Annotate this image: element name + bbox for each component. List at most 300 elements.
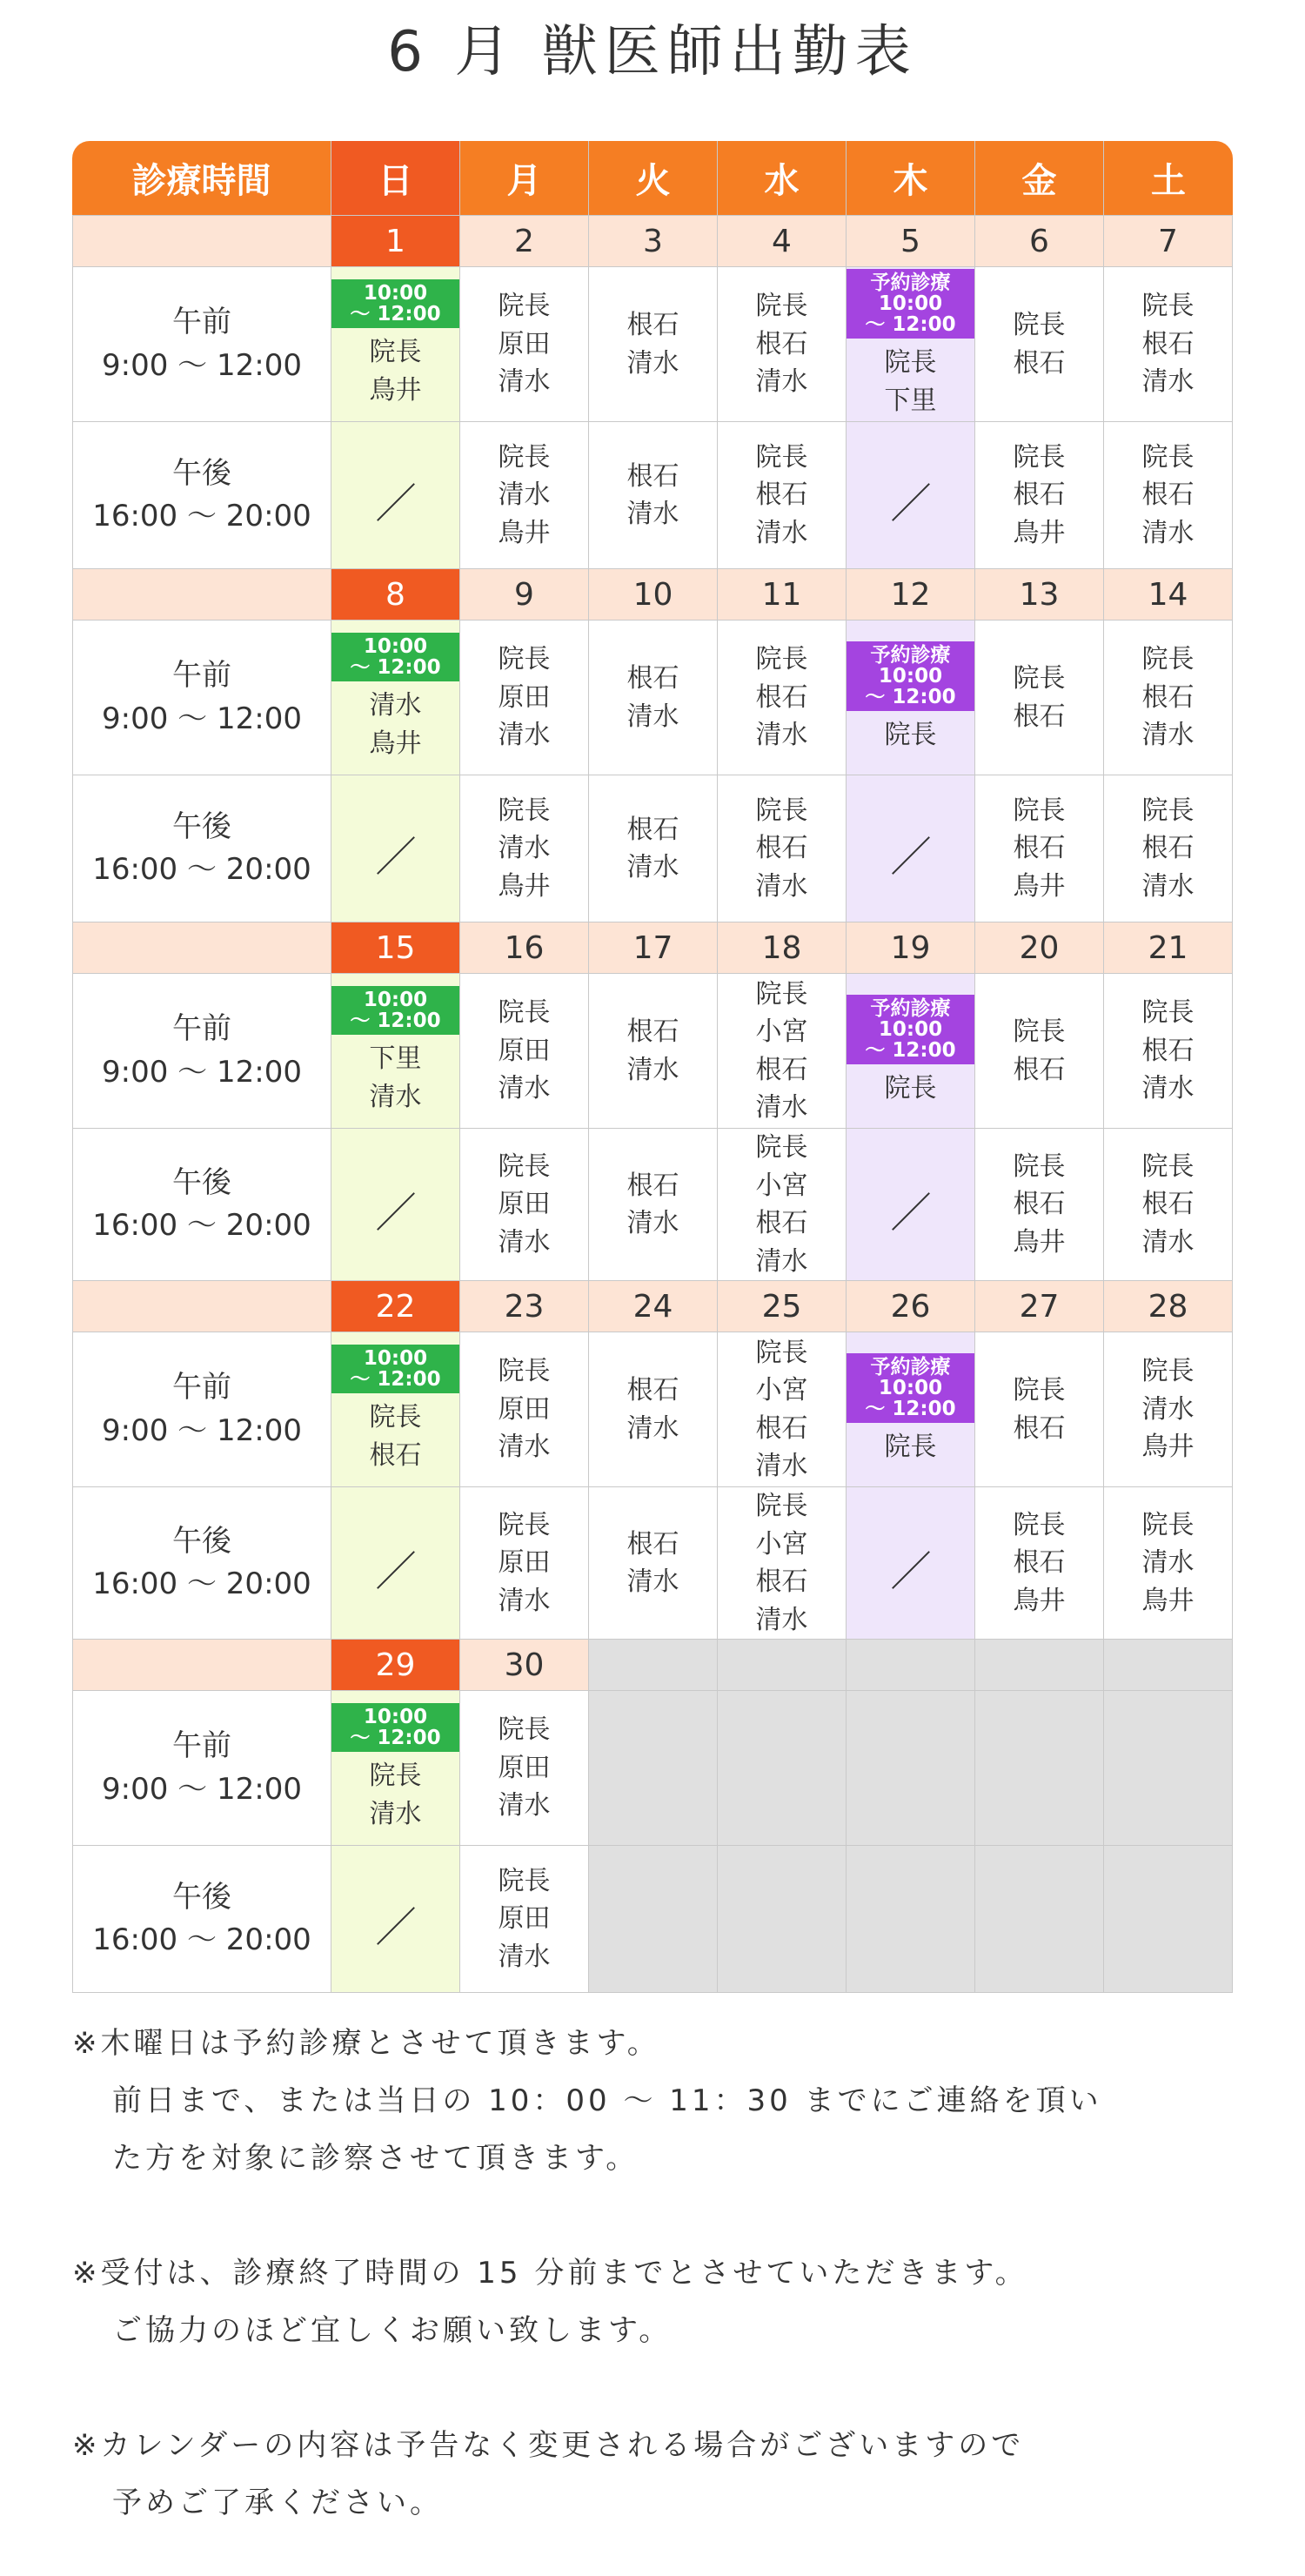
- closed-slash-icon: [377, 1551, 415, 1589]
- schedule-cell: [589, 621, 718, 775]
- staff-name: 清水: [626, 1412, 679, 1444]
- staff-names: [847, 641, 974, 755]
- staff-name: 院長: [1013, 310, 1066, 340]
- staff-name: 院長: [498, 795, 551, 826]
- time-label-line: 午後: [172, 808, 231, 844]
- date-cell: 25: [718, 1281, 847, 1332]
- date-cell: [1104, 1640, 1233, 1691]
- staff-names: [331, 1345, 459, 1474]
- staff-name: 清水: [1141, 1547, 1195, 1579]
- staff-name: 清水: [755, 517, 808, 548]
- staff-name: 根石: [1013, 347, 1066, 379]
- badge-line: 10:00: [878, 1017, 943, 1041]
- staff-names: [975, 1372, 1103, 1447]
- staff-name: 根石: [755, 1566, 808, 1597]
- staff-name: 院長: [1141, 1509, 1195, 1540]
- afternoon-row: [72, 422, 1233, 569]
- note-line: た方を対象に診察させて頂きます。: [112, 2141, 639, 2176]
- staff-name: 院長: [1141, 1356, 1195, 1387]
- staff-name: 院長: [498, 1356, 551, 1387]
- staff-names: [589, 458, 717, 533]
- staff-name: 清水: [755, 366, 808, 398]
- staff-name: 根石: [755, 480, 808, 511]
- afternoon-label: [72, 422, 331, 569]
- badge-line: 10:00: [363, 281, 428, 305]
- staff-name: 院長: [1141, 291, 1195, 322]
- schedule-cell: [975, 1129, 1104, 1281]
- staff-name: 根石: [1013, 701, 1066, 732]
- staff-name: 小宮: [755, 1375, 808, 1405]
- schedule-cell: [847, 1129, 975, 1281]
- date-cell: 18: [718, 922, 847, 974]
- badge-line: 〜 12:00: [865, 1038, 956, 1062]
- staff-name: 清水: [755, 720, 808, 751]
- staff-name: 清水: [1141, 1073, 1195, 1104]
- morning-label: [72, 267, 331, 422]
- staff-name: 根石: [1141, 833, 1195, 864]
- staff-name: 小宮: [755, 1016, 808, 1047]
- schedule-cell: [847, 1487, 975, 1640]
- closed-slash-icon: [892, 1551, 930, 1589]
- date-cell: 6: [975, 216, 1104, 267]
- staff-name: 院長: [884, 347, 937, 379]
- staff-name: 鳥井: [498, 517, 551, 548]
- schedule-cell: [331, 1846, 460, 1993]
- note-line: 前日まで、または当日の 10：00 〜 11：30 までにご連絡を頂い: [112, 2083, 1102, 2118]
- staff-names: [1104, 287, 1232, 401]
- date-cell: [847, 1640, 975, 1691]
- date-cell: 23: [460, 1281, 589, 1332]
- schedule-cell: [975, 1487, 1104, 1640]
- staff-name: 院長: [1141, 795, 1195, 826]
- header-day-fri: 金: [975, 141, 1104, 216]
- morning-row: [72, 974, 1233, 1129]
- staff-name: 鳥井: [1013, 517, 1066, 548]
- staff-name: 院長: [884, 719, 937, 750]
- closed-slash-icon: [892, 836, 930, 875]
- staff-names: [975, 660, 1103, 735]
- staff-name: 院長: [755, 978, 808, 1010]
- staff-name: 根石: [626, 460, 679, 492]
- schedule-cell: [460, 974, 589, 1129]
- reservation-badge: [847, 1353, 974, 1423]
- staff-name: 清水: [755, 1092, 808, 1123]
- time-label-line: 午後: [172, 1523, 231, 1559]
- reservation-badge: [847, 641, 974, 711]
- staff-name: 清水: [1141, 870, 1195, 902]
- header-day-thu: 木: [847, 141, 975, 216]
- schedule-cell: [718, 1487, 847, 1640]
- staff-name: 小宮: [755, 1528, 808, 1560]
- sunday-hours-badge: [331, 633, 459, 681]
- schedule-cell: [589, 775, 718, 922]
- staff-names: [1104, 439, 1232, 553]
- staff-name: 清水: [626, 499, 679, 529]
- schedule-cell: [975, 775, 1104, 922]
- staff-names: [975, 1506, 1103, 1620]
- afternoon-row: [72, 1129, 1233, 1281]
- staff-name: 根石: [626, 1016, 679, 1047]
- staff-name: 根石: [1141, 480, 1195, 511]
- afternoon-label: [72, 1487, 331, 1640]
- staff-name: 院長: [498, 1150, 551, 1182]
- schedule-cell: [718, 1332, 847, 1487]
- staff-names: [589, 1013, 717, 1089]
- badge-line: 10:00: [363, 1705, 428, 1728]
- staff-name: 清水: [369, 690, 422, 721]
- note-reception: [72, 2244, 1238, 2359]
- staff-name: 院長: [884, 1072, 937, 1104]
- staff-name: 院長: [755, 291, 808, 322]
- note-line: ※受付は、診療終了時間の 15 分前までとさせていただきます。: [72, 2256, 1028, 2291]
- staff-name: 院長: [498, 1865, 551, 1896]
- schedule-cell: [1104, 1332, 1233, 1487]
- badge-line: 〜 12:00: [350, 656, 441, 679]
- staff-name: 清水: [498, 1226, 551, 1258]
- staff-name: 根石: [755, 833, 808, 864]
- schedule-cell: [847, 974, 975, 1129]
- staff-names: [589, 1167, 717, 1243]
- schedule-cell: [975, 1846, 1104, 1993]
- schedule-cell: [331, 1691, 460, 1846]
- date-row-label: [72, 1640, 331, 1691]
- afternoon-label: [72, 775, 331, 922]
- staff-name: 原田: [498, 328, 551, 359]
- staff-name: 清水: [498, 366, 551, 398]
- staff-name: 院長: [1141, 997, 1195, 1029]
- note-line: ※木曜日は予約診療とさせて頂きます。: [72, 2026, 660, 2061]
- staff-names: [975, 792, 1103, 906]
- closed-slash-icon: [377, 1907, 415, 1945]
- staff-name: 院長: [1141, 644, 1195, 675]
- date-row: [72, 569, 1233, 621]
- staff-names: [718, 792, 846, 906]
- staff-names: [847, 1353, 974, 1466]
- staff-name: 清水: [498, 1432, 551, 1463]
- date-cell: 5: [847, 216, 975, 267]
- staff-name: 院長: [1013, 1375, 1066, 1405]
- staff-name: 院長: [369, 337, 422, 368]
- staff-name: 清水: [1141, 1226, 1195, 1258]
- staff-name: 鳥井: [1141, 1585, 1195, 1616]
- time-label-line: 午前: [172, 658, 231, 694]
- schedule-cell: [331, 1487, 460, 1640]
- staff-name: 原田: [498, 1035, 551, 1066]
- staff-name: 鳥井: [498, 870, 551, 902]
- schedule-cell: [589, 267, 718, 422]
- staff-names: [718, 1129, 846, 1280]
- staff-name: 清水: [498, 833, 551, 864]
- date-cell: 29: [331, 1640, 460, 1691]
- date-cell: 1: [331, 216, 460, 267]
- badge-line: 予約診療: [870, 271, 951, 294]
- staff-name: 鳥井: [1141, 1432, 1195, 1463]
- header-day-wed: 水: [718, 141, 847, 216]
- schedule-cell: [975, 1332, 1104, 1487]
- date-cell: 9: [460, 569, 589, 621]
- staff-names: [975, 1148, 1103, 1262]
- schedule-cell: [460, 1129, 589, 1281]
- date-cell: 26: [847, 1281, 975, 1332]
- staff-name: 鳥井: [1013, 1585, 1066, 1616]
- staff-name: 鳥井: [1013, 1226, 1066, 1258]
- staff-name: 根石: [626, 1170, 679, 1201]
- sunday-hours-badge: [331, 1345, 459, 1393]
- schedule-cell: [847, 775, 975, 922]
- staff-name: 院長: [1013, 1016, 1066, 1047]
- date-cell: [589, 1640, 718, 1691]
- staff-name: 根石: [369, 1439, 422, 1471]
- morning-row: [72, 1332, 1233, 1487]
- header-day-sun: 日: [331, 141, 460, 216]
- schedule-cell: [847, 1332, 975, 1487]
- staff-names: [589, 660, 717, 735]
- schedule-cell: [331, 621, 460, 775]
- staff-name: 清水: [755, 1604, 808, 1635]
- staff-names: [847, 269, 974, 419]
- schedule-cell: [589, 1332, 718, 1487]
- staff-name: 清水: [1141, 366, 1195, 398]
- badge-line: 10:00: [878, 1376, 943, 1399]
- morning-label: [72, 621, 331, 775]
- afternoon-row: [72, 1846, 1233, 1993]
- date-row: [72, 1281, 1233, 1332]
- time-label-line: 16:00 〜 20:00: [92, 1208, 311, 1243]
- staff-name: 院長: [755, 1132, 808, 1163]
- staff-name: 院長: [369, 1761, 422, 1792]
- page-title: 6 月 獣医師出勤表: [387, 20, 918, 84]
- schedule-cell: [460, 267, 589, 422]
- staff-name: 清水: [498, 480, 551, 511]
- schedule-cell: [331, 1129, 460, 1281]
- staff-name: 院長: [755, 1337, 808, 1368]
- staff-name: 根石: [1141, 681, 1195, 713]
- schedule-cell: [718, 974, 847, 1129]
- time-label-line: 9:00 〜 12:00: [102, 701, 302, 736]
- staff-name: 下里: [369, 1043, 422, 1075]
- staff-name: 清水: [755, 870, 808, 902]
- time-label-line: 16:00 〜 20:00: [92, 1566, 311, 1601]
- staff-name: 原田: [498, 681, 551, 713]
- date-cell: 22: [331, 1281, 460, 1332]
- schedule-cell: [460, 775, 589, 922]
- date-cell: [718, 1640, 847, 1691]
- staff-name: 清水: [1141, 1393, 1195, 1425]
- staff-name: 清水: [498, 1073, 551, 1104]
- staff-name: 院長: [498, 644, 551, 675]
- date-cell: 16: [460, 922, 589, 974]
- staff-name: 根石: [1013, 833, 1066, 864]
- badge-line: 〜 12:00: [865, 1397, 956, 1420]
- staff-name: 院長: [755, 1491, 808, 1521]
- badge-line: 10:00: [878, 292, 943, 315]
- staff-name: 鳥井: [369, 374, 422, 406]
- badge-line: 〜 12:00: [865, 685, 956, 708]
- staff-name: 根石: [755, 1054, 808, 1085]
- schedule-cell: [1104, 267, 1233, 422]
- header-day-sat: 土: [1104, 141, 1233, 216]
- date-cell: 28: [1104, 1281, 1233, 1332]
- date-cell: 3: [589, 216, 718, 267]
- staff-name: 根石: [755, 681, 808, 713]
- closed-slash-icon: [892, 1192, 930, 1231]
- reservation-badge: [847, 269, 974, 339]
- staff-name: 院長: [498, 441, 551, 473]
- staff-names: [718, 1334, 846, 1486]
- morning-label: [72, 974, 331, 1129]
- staff-name: 清水: [498, 1941, 551, 1972]
- badge-line: 〜 12:00: [350, 303, 441, 325]
- staff-names: [331, 1703, 459, 1833]
- time-label-line: 16:00 〜 20:00: [92, 499, 311, 533]
- badge-line: 予約診療: [870, 643, 951, 667]
- staff-names: [847, 995, 974, 1108]
- staff-name: 清水: [755, 1451, 808, 1481]
- staff-name: 根石: [626, 1375, 679, 1405]
- staff-name: 根石: [1013, 480, 1066, 511]
- staff-name: 院長: [1013, 1509, 1066, 1540]
- staff-names: [460, 287, 588, 401]
- date-cell: 7: [1104, 216, 1233, 267]
- closed-slash-icon: [892, 483, 930, 521]
- staff-name: 清水: [1141, 517, 1195, 548]
- time-label-line: 午後: [172, 455, 231, 491]
- afternoon-row: [72, 775, 1233, 922]
- note-calendar-change: [72, 2417, 1238, 2532]
- afternoon-row: [72, 1487, 1233, 1640]
- staff-name: 清水: [369, 1798, 422, 1829]
- schedule-cell: [460, 1846, 589, 1993]
- staff-names: [589, 1372, 717, 1447]
- staff-name: 院長: [1141, 441, 1195, 473]
- schedule-body: [72, 216, 1233, 1993]
- staff-names: [589, 811, 717, 887]
- staff-name: 清水: [755, 1245, 808, 1277]
- schedule-cell: [331, 267, 460, 422]
- date-cell: 11: [718, 569, 847, 621]
- schedule-cell: [331, 1332, 460, 1487]
- date-row-label: [72, 922, 331, 974]
- time-label-line: 9:00 〜 12:00: [102, 347, 302, 383]
- staff-name: 清水: [626, 1054, 679, 1085]
- staff-names: [460, 641, 588, 755]
- time-label-line: 午後: [172, 1879, 231, 1915]
- reservation-badge: [847, 995, 974, 1064]
- staff-name: 清水: [626, 701, 679, 732]
- staff-name: 院長: [1141, 1150, 1195, 1182]
- date-row: [72, 216, 1233, 267]
- staff-name: 院長: [498, 1714, 551, 1746]
- staff-name: 原田: [498, 1393, 551, 1425]
- staff-name: 院長: [1013, 1150, 1066, 1182]
- staff-name: 根石: [1013, 1189, 1066, 1220]
- schedule-cell: [460, 1691, 589, 1846]
- staff-names: [460, 1862, 588, 1976]
- afternoon-label: [72, 1129, 331, 1281]
- staff-name: 清水: [498, 1585, 551, 1616]
- schedule-cell: [847, 621, 975, 775]
- header-row: [72, 141, 1233, 216]
- schedule-cell: [718, 621, 847, 775]
- schedule-cell: [1104, 422, 1233, 569]
- date-cell: 4: [718, 216, 847, 267]
- staff-names: [460, 994, 588, 1108]
- schedule-cell: [589, 1846, 718, 1993]
- schedule-cell: [331, 775, 460, 922]
- schedule-cell: [718, 775, 847, 922]
- date-cell: 17: [589, 922, 718, 974]
- staff-names: [718, 641, 846, 755]
- sunday-hours-badge: [331, 279, 459, 328]
- schedule-cell: [718, 267, 847, 422]
- schedule-cell: [1104, 621, 1233, 775]
- badge-line: 予約診療: [870, 1355, 951, 1379]
- note-line: ※カレンダーの内容は予告なく変更される場合がございますので: [72, 2428, 1025, 2463]
- badge-line: 10:00: [363, 1346, 428, 1370]
- staff-names: [975, 1013, 1103, 1089]
- time-label-line: 午前: [172, 1370, 231, 1405]
- staff-name: 院長: [755, 795, 808, 826]
- morning-row: [72, 1691, 1233, 1846]
- date-row: [72, 922, 1233, 974]
- closed-slash-icon: [377, 836, 415, 875]
- staff-name: 院長: [1013, 795, 1066, 826]
- schedule-cell: [975, 422, 1104, 569]
- date-row-label: [72, 216, 331, 267]
- staff-names: [1104, 641, 1232, 755]
- date-cell: 19: [847, 922, 975, 974]
- staff-name: 根石: [1013, 1412, 1066, 1444]
- badge-line: 〜 12:00: [350, 1010, 441, 1032]
- staff-name: 根石: [626, 1528, 679, 1560]
- date-cell: 15: [331, 922, 460, 974]
- closed-slash-icon: [377, 1192, 415, 1231]
- staff-name: 院長: [1013, 663, 1066, 694]
- date-cell: 10: [589, 569, 718, 621]
- afternoon-label: [72, 1846, 331, 1993]
- staff-name: 下里: [884, 385, 937, 416]
- schedule-table: [72, 141, 1233, 1993]
- staff-name: 根石: [1141, 328, 1195, 359]
- staff-names: [975, 306, 1103, 382]
- staff-name: 清水: [1141, 720, 1195, 751]
- staff-names: [331, 279, 459, 409]
- schedule-cell: [975, 267, 1104, 422]
- schedule-cell: [718, 1129, 847, 1281]
- badge-line: 10:00: [363, 634, 428, 658]
- staff-names: [589, 1526, 717, 1601]
- staff-name: 院長: [755, 441, 808, 473]
- staff-names: [331, 986, 459, 1116]
- staff-name: 根石: [1013, 1054, 1066, 1085]
- header-day-mon: 月: [460, 141, 589, 216]
- time-label-line: 9:00 〜 12:00: [102, 1412, 302, 1448]
- staff-names: [460, 1352, 588, 1466]
- schedule-cell: [847, 1691, 975, 1846]
- note-line: 予めご了承ください。: [112, 2485, 443, 2520]
- staff-name: 根石: [1141, 1035, 1195, 1066]
- note-line: ご協力のほど宜しくお願い致します。: [112, 2313, 673, 2348]
- header-day-tue: 火: [589, 141, 718, 216]
- staff-names: [975, 439, 1103, 553]
- staff-name: 院長: [1013, 441, 1066, 473]
- schedule-cell: [589, 1691, 718, 1846]
- schedule-cell: [460, 422, 589, 569]
- schedule-cell: [718, 1846, 847, 1993]
- staff-name: 院長: [498, 997, 551, 1029]
- staff-names: [1104, 792, 1232, 906]
- schedule-cell: [589, 1129, 718, 1281]
